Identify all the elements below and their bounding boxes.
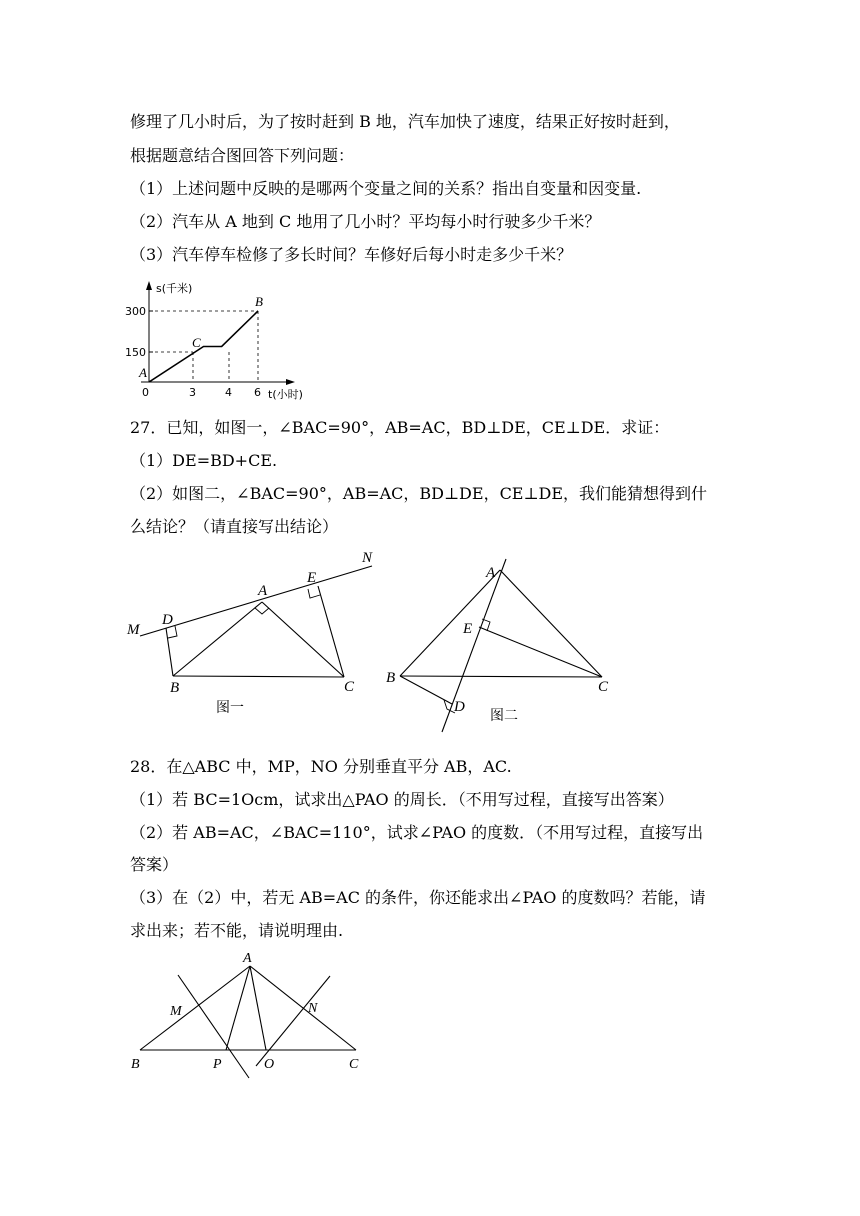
fig3-label-C: C [349,1057,359,1072]
q28-sub1: （1）若 BC=1Ocm，试求出△PAO 的周长．（不用写过程，直接写出答案） [130,790,674,809]
x-tick-6: 6 [254,386,261,399]
fig3-label-O: O [264,1057,275,1072]
q27-stem: 27．已知，如图一，∠BAC=90°，AB=AC，BD⊥DE，CE⊥DE．求证： [130,418,670,437]
q27-sub1: （1）DE=BD+CE. [130,451,278,470]
fig3-label-N: N [308,1001,318,1016]
point-C-label: C [192,335,201,350]
y-axis-label: s(千米) [156,282,193,295]
fig3-label-A: A [243,951,252,966]
q28-sub3-line2: 求出来；若不能，请说明理由. [130,921,344,940]
q26-sub2: （2）汽车从 A 地到 C 地用了几小时？平均每小时行驶多少千米？ [130,212,601,231]
x-tick-3: 3 [189,386,196,399]
fig1-label-A: A [258,583,268,599]
y-tick-150: 150 [125,346,146,359]
fig1-label-B: B [170,680,180,696]
q27-sub2-line2: 么结论？（请直接写出结论） [130,517,339,536]
q28-sub2-line1: （2）若 AB=AC，∠BAC=110°，试求∠PAO 的度数．（不用写过程，直接写出 [130,823,704,842]
fig1-label-C: C [344,679,355,695]
x-tick-4: 4 [225,386,232,399]
q28-stem: 28．在△ABC 中，MP，NO 分别垂直平分 AB，AC. [130,757,512,776]
q26-sub1: （1）上述问题中反映的是哪两个变量之间的关系？指出自变量和因变量. [130,179,642,198]
q28-sub2-line2: 答案） [130,855,179,874]
segment-AP [226,966,250,1050]
fig1-label-D: D [162,612,173,628]
fig1-label-N: N [362,550,373,566]
q26-line2: 根据题意结合图回答下列问题： [130,146,355,165]
segment-AB [140,966,250,1050]
point-B-label: B [255,294,263,309]
x-axis-label: t(小时) [268,388,303,401]
fig2-caption: 图二 [490,709,518,724]
point-A-label: A [139,365,147,380]
fig1-label-M: M [127,622,140,638]
fig2-label-D: D [454,699,465,715]
q28-sub3-line1: （3）在（2）中，若无 AB=AC 的条件，你还能求出∠PAO 的度数吗？若能，请 [130,888,706,907]
y-tick-300: 300 [125,305,146,318]
q26-line1: 修理了几小时后，为了按时赶到 B 地，汽车加快了速度，结果正好按时赶到， [130,112,680,131]
fig2-label-B: B [386,670,396,686]
fig1-label-E: E [307,570,317,586]
fig2-label-E: E [463,621,473,637]
q27-sub2-line1: （2）如图二，∠BAC=90°，AB=AC，BD⊥DE，CE⊥DE，我们能猜想得到什 [130,484,708,503]
fig2-label-A: A [486,565,496,581]
fig1-caption: 图一 [216,701,244,716]
fig3-label-B: B [131,1057,140,1072]
origin-label: 0 [142,386,149,399]
fig2-label-C: C [598,679,609,695]
q26-sub3: （3）汽车停车检修了多长时间？车修好后每小时走多少千米？ [130,245,573,264]
segment-AO [250,966,266,1050]
fig3-label-M: M [170,1004,182,1019]
fig3-label-P: P [213,1057,222,1072]
